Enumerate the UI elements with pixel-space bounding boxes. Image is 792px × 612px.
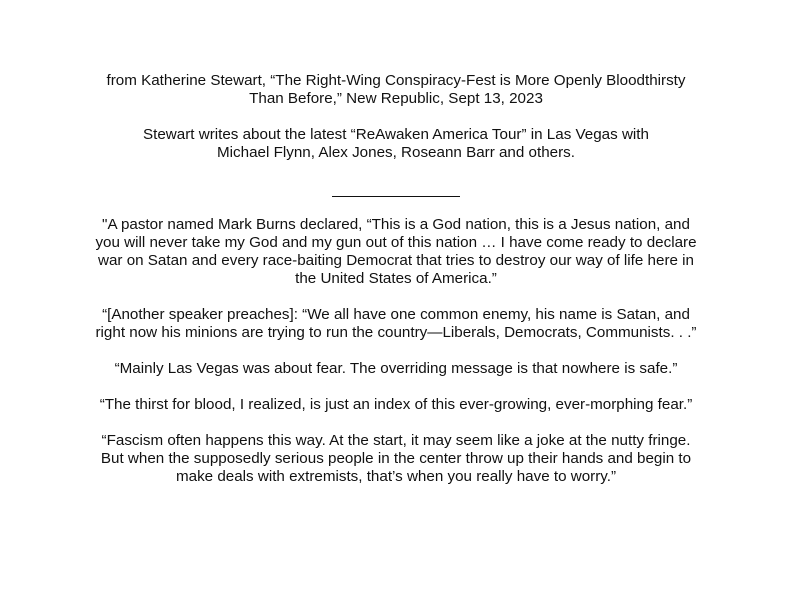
article-summary	[60, 126, 732, 162]
summary-line: Michael Flynn, Alex Jones, Roseann Barr and others.	[217, 144, 575, 161]
quote-line: “Fascism often happens this way. At the start, it may seem like a joke at the nutty fringe.	[101, 432, 691, 449]
quote-line: But when the supposedly serious people in the center throw up their hands and begin to	[100, 450, 692, 467]
quote-line: you will never take my God and my gun out of this nation … I have come ready to declare	[95, 234, 697, 251]
quote-line: right now his minions are trying to run the country—Liberals, Democrats, Communists. . .”	[95, 324, 697, 341]
quote-line: “[Another speaker preaches]: “We all have one common enemy, his name is Satan, and	[102, 306, 690, 323]
quote-line: make deals with extremists, that’s when you really have to worry.”	[175, 468, 617, 485]
citation-header	[60, 72, 732, 108]
quote-line: the United States of America.”	[295, 270, 497, 287]
quote-mark-burns	[60, 216, 732, 288]
quote-fear	[60, 360, 732, 378]
summary-line: Stewart writes about the latest “ReAwaken America Tour” in Las Vegas with	[143, 126, 649, 143]
quote-another-speaker	[60, 306, 732, 342]
section-divider	[332, 196, 460, 197]
quote-fascism	[60, 432, 732, 486]
citation-line: from Katherine Stewart, “The Right-Wing Conspiracy-Fest is More Openly Bloodthirsty	[106, 72, 686, 89]
quote-line: “Mainly Las Vegas was about fear. The overriding message is that nowhere is safe.”	[114, 360, 678, 377]
quote-line: “The thirst for blood, I realized, is just an index of this ever-growing, ever-morphing fear.”	[99, 396, 693, 413]
quote-thirst-for-blood	[60, 396, 732, 414]
citation-line: Than Before,” New Republic, Sept 13, 2023	[249, 90, 543, 107]
quote-line: "A pastor named Mark Burns declared, “This is a God nation, this is a Jesus nation, and	[102, 216, 690, 233]
quote-line: war on Satan and every race-baiting Democrat that tries to destroy our way of life here in	[98, 252, 694, 269]
